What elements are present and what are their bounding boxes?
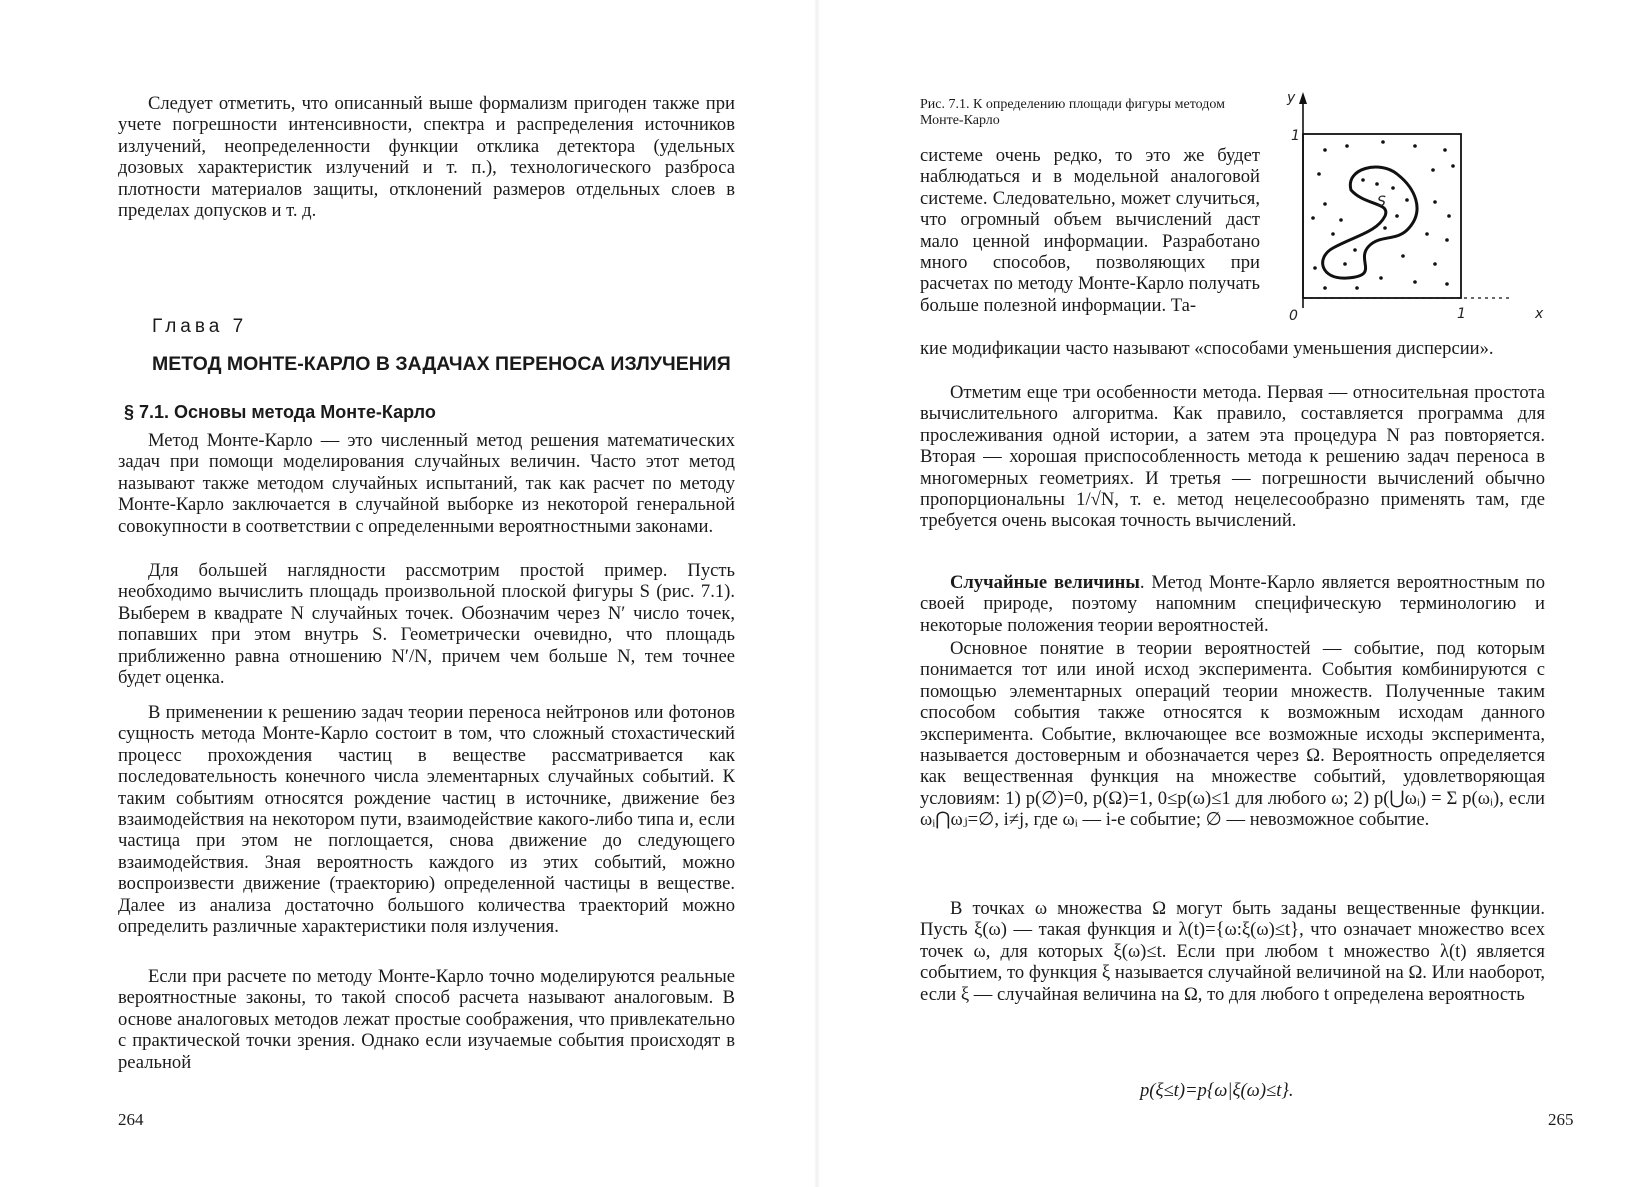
paragraph-continued-wide: кие модификации часто называют «способами уменьшения дисперсии».: [920, 338, 1494, 359]
paragraph-continued-narrow: системе очень редко, то это же будет наблюдаться и в модельной аналоговой системе. Следовательно, может случиться, что огромный объем вычислений даст мало ценной информации. Разработано много способов, позволяющих при расчетах по методу Монте-Карло получать больше полезной информации. Та-: [920, 145, 1260, 316]
x-tick-label: 1: [1457, 306, 1466, 322]
page-number-right: 265: [1548, 1110, 1574, 1129]
random-points: [1311, 140, 1455, 290]
region-s-label: S: [1377, 194, 1386, 210]
paragraph-random-variables: [920, 572, 1545, 636]
region-s-outline: [1323, 167, 1417, 278]
paragraph-three-features: Отметим еще три особенности метода. Первая — относительная простота вычислительного алгоритма. Как правило, составляется программа для прослеживания одной истории, а затем эта процедура N раз повторяется. Вторая — хорошая приспособленность метода к решению задач переноса в многомерных геометриях. И третья — погрешности вычислений обычно пропорциональны 1/√N, т. е. метод нецелесообразно применять там, где требуется очень высокая точность вычислений.: [920, 382, 1545, 532]
x-axis-label: x: [1535, 306, 1544, 322]
intro-paragraph: Следует отметить, что описанный выше формализм пригоден также при учете погрешности интенсивности, спектра и распределения источников излучений, неопределенности функции отклика детектора (удельных дозовых характеристик излучений и т. п.), технологического разброса плотности материалов защиты, отклонений размеров отдельных слоев в пределах допусков и т. д.: [118, 93, 735, 222]
paragraph-definition: Метод Монте-Карло — это численный метод решения математических задач при помощи моделирования случайных величин. Часто этот метод называют также методом случайных испытаний, так как расчет по методу Монте-Карло заключается в случайной выборке из некоторой генеральной совокупности в соответствии с определенными вероятностными законами.: [118, 430, 735, 537]
y-axis-arrow: [1299, 92, 1307, 104]
chapter-title: МЕТОД МОНТЕ-КАРЛО В ЗАДАЧАХ ПЕРЕНОСА ИЗЛУЧЕНИЯ: [152, 353, 731, 375]
origin-label: 0: [1289, 308, 1298, 324]
chapter-label: Глава 7: [152, 316, 248, 337]
figure-caption: Рис. 7.1. К определению площади фигуры методом Монте-Карло: [920, 97, 1225, 128]
paragraph-analog: Если при расчете по методу Монте-Карло точно моделируются реальные вероятностные законы, то такой способ расчета называют аналоговым. В основе аналоговых методов лежат простые соображения, что привлекательно с практической точки зрения. Однако если изучаемые события происходят в реальной: [118, 966, 735, 1073]
paragraph-transport: В применении к решению задач теории переноса нейтронов или фотонов сущность метода Монте-Карло состоит в том, что сложный стохастический процесс прохождения частиц в веществе рассматривается как последовательность конечного числа элементарных случайных событий. К таким событиям относятся рождение частиц в источнике, движение без взаимодействия на некотором пути, взаимодействие какого-либо типа и, если частица при этом не поглощается, снова движение до следующего взаимодействия. Зная вероятность каждого из этих событий, можно воспроизвести движение (траекторию) определенной частицы в веществе. Далее из анализа достаточно большого количества траекторий можно определить различные характеристики поля излучения.: [118, 702, 735, 938]
paragraph-events: Основное понятие в теории вероятностей — событие, под которым понимается тот или иной исход эксперимента. События комбинируются с помощью элементарных операций теории множеств. Полученные таким способом события также относятся к возможным исходам данного эксперимента. Событие, включающее все возможные исходы эксперимента, называется достоверным и обозначается через Ω. Вероятность определяется как вещественная функция на множестве событий, удовлетворяющая условиям: 1) p(∅)=0, p(Ω)=1, 0≤p(ω)≤1 для любого ω; 2) p(⋃ωᵢ) = Σ p(ωᵢ), если ωᵢ⋂ωⱼ=∅, i≠j, где ωᵢ — i-е событие; ∅ — невозможное событие.: [920, 638, 1545, 831]
paragraph-functions: В точках ω множества Ω могут быть заданы вещественные функции. Пусть ξ(ω) — такая функция и λ(t)={ω:ξ(ω)≤t}, что означает множество всех точек ω, для которых ξ(ω)≤t. Если при любом t множество λ(t) является событием, то функция ξ называется случайной величиной на Ω. Или наоборот, если ξ — случайная величина на Ω, то для любого t определена вероятность: [920, 898, 1545, 1005]
section-title: § 7.1. Основы метода Монте-Карло: [124, 402, 436, 422]
page-number-left: 264: [118, 1110, 144, 1129]
probability-formula: p(ξ≤t)=p{ω|ξ(ω)≤t}.: [1140, 1080, 1294, 1101]
paragraph-example: Для большей наглядности рассмотрим простой пример. Пусть необходимо вычислить площадь произвольной плоской фигуры S (рис. 7.1). Выберем в квадрате N случайных точек. Обозначим через N′ число точек, попавших при этом внутрь S. Геометрически очевидно, что площадь приближенно равна отношению N′/N, причем чем больше N, тем точнее будет оценка.: [118, 560, 735, 689]
term-random-variables: Случайные величины: [950, 572, 1140, 593]
figure-monte-carlo-area: [1285, 88, 1575, 328]
paragraph-random-variables-text: . Метод Монте-Карло является вероятностным по своей природе, поэтому напомним специфическую терминологию и некоторые положения теории вероятностей.: [920, 572, 1545, 636]
y-tick-label: 1: [1291, 128, 1300, 144]
y-axis-label: y: [1287, 90, 1296, 106]
